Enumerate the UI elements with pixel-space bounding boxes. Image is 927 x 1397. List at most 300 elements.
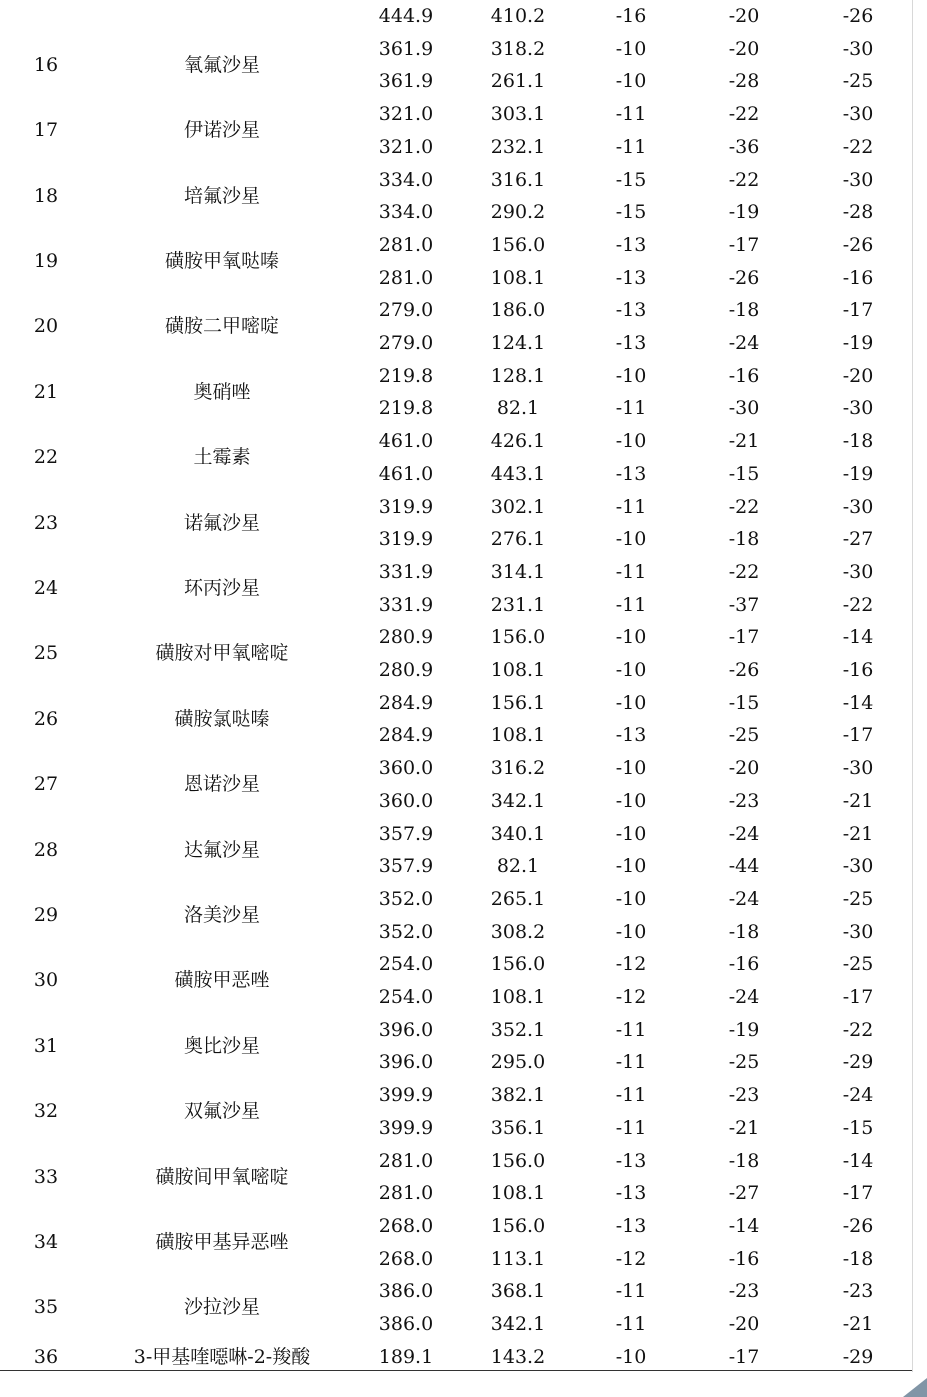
row-number: 25 bbox=[33, 642, 59, 665]
table-cell: -29 bbox=[842, 1345, 874, 1368]
row-number: 21 bbox=[33, 380, 59, 403]
row-number: 34 bbox=[33, 1230, 59, 1253]
table-cell: 356.1 bbox=[490, 1116, 546, 1139]
table-cell: -37 bbox=[728, 593, 760, 616]
table-cell: 331.9 bbox=[378, 560, 434, 583]
table-cell: -25 bbox=[842, 887, 874, 910]
table-cell: -25 bbox=[728, 1051, 760, 1074]
row-number: 18 bbox=[33, 184, 59, 207]
table-cell: -28 bbox=[728, 70, 760, 93]
row-number: 20 bbox=[33, 315, 59, 338]
table-cell: -22 bbox=[728, 560, 760, 583]
table-cell: -15 bbox=[728, 462, 760, 485]
table-cell: -30 bbox=[842, 757, 874, 780]
table-row bbox=[0, 621, 927, 654]
table-cell: 319.9 bbox=[378, 495, 434, 518]
table-row bbox=[0, 425, 927, 458]
table-row bbox=[0, 523, 927, 556]
compound-name: 双氟沙星 bbox=[183, 1100, 260, 1123]
table-cell: -30 bbox=[842, 103, 874, 126]
table-row bbox=[0, 719, 927, 752]
table-cell: -10 bbox=[615, 528, 647, 551]
table-cell: 360.0 bbox=[378, 757, 434, 780]
table-cell: -10 bbox=[615, 691, 647, 714]
table-cell: -13 bbox=[615, 724, 647, 747]
table-cell: -30 bbox=[842, 37, 874, 60]
table-cell: -11 bbox=[615, 495, 647, 518]
table-group bbox=[0, 425, 927, 490]
table-row bbox=[0, 458, 927, 491]
row-number: 27 bbox=[33, 773, 59, 796]
table-cell: 279.0 bbox=[378, 331, 434, 354]
table-cell: -26 bbox=[728, 266, 760, 289]
row-number: 33 bbox=[33, 1165, 59, 1188]
table-cell: 143.2 bbox=[490, 1345, 546, 1368]
table-cell: 357.9 bbox=[378, 855, 434, 878]
table-cell: -22 bbox=[842, 135, 874, 158]
table-cell: 321.0 bbox=[378, 135, 434, 158]
compound-name: 3-甲基喹噁啉-2-羧酸 bbox=[133, 1345, 311, 1368]
compound-name: 磺胺氯哒嗪 bbox=[174, 707, 270, 730]
table-cell: -26 bbox=[842, 5, 874, 27]
table-cell: -24 bbox=[728, 822, 760, 845]
table-cell: 281.0 bbox=[378, 1149, 434, 1172]
table-cell: -24 bbox=[842, 1084, 874, 1107]
table-cell: -13 bbox=[615, 299, 647, 322]
table-cell: -11 bbox=[615, 1116, 647, 1139]
table-cell: 108.1 bbox=[490, 1182, 546, 1205]
table-cell: 360.0 bbox=[378, 789, 434, 812]
table-cell: -13 bbox=[615, 266, 647, 289]
table-cell: -10 bbox=[615, 789, 647, 812]
row-number: 36 bbox=[33, 1345, 59, 1368]
table-cell: 265.1 bbox=[490, 887, 546, 910]
table-cell: -18 bbox=[728, 299, 760, 322]
table-row bbox=[0, 1046, 927, 1079]
table-row bbox=[0, 491, 927, 524]
compound-name: 洛美沙星 bbox=[183, 903, 260, 926]
table-cell: -17 bbox=[842, 299, 874, 322]
table-cell: -13 bbox=[615, 1149, 647, 1172]
compound-name: 恩诺沙星 bbox=[183, 773, 260, 796]
table-row bbox=[0, 556, 927, 589]
page-corner-mark bbox=[903, 1378, 927, 1397]
table-cell: 410.2 bbox=[490, 5, 546, 27]
table-cell: -23 bbox=[728, 1084, 760, 1107]
table-cell: 186.0 bbox=[490, 299, 546, 322]
row-number: 35 bbox=[33, 1296, 59, 1319]
table-cell: 156.1 bbox=[490, 691, 546, 714]
table-cell: 303.1 bbox=[490, 103, 546, 126]
compound-name: 达氟沙星 bbox=[183, 838, 260, 861]
table-group bbox=[0, 164, 927, 229]
table-cell: -18 bbox=[728, 1149, 760, 1172]
table-cell: -20 bbox=[842, 364, 874, 387]
row-number: 31 bbox=[33, 1034, 59, 1057]
table-cell: 276.1 bbox=[490, 528, 546, 551]
table-cell: 352.0 bbox=[378, 920, 434, 943]
table-cell: -11 bbox=[615, 135, 647, 158]
table-cell: -19 bbox=[728, 201, 760, 224]
table-cell: -17 bbox=[842, 724, 874, 747]
row-number: 32 bbox=[33, 1100, 59, 1123]
table-cell: 113.1 bbox=[490, 1247, 546, 1270]
table-cell: 268.0 bbox=[378, 1247, 434, 1270]
table-group bbox=[0, 360, 927, 425]
table-cell: -10 bbox=[615, 658, 647, 681]
table-cell: -14 bbox=[728, 1214, 760, 1237]
table-cell: 280.9 bbox=[378, 658, 434, 681]
table-cell: -18 bbox=[842, 1247, 874, 1270]
table-cell: -36 bbox=[728, 135, 760, 158]
table-group bbox=[0, 1275, 927, 1340]
table-group bbox=[0, 621, 927, 686]
row-number: 26 bbox=[33, 707, 59, 730]
table-row bbox=[0, 131, 927, 164]
table-cell: -10 bbox=[615, 855, 647, 878]
table-cell: -15 bbox=[842, 1116, 874, 1139]
table-cell: -17 bbox=[728, 1345, 760, 1368]
table-cell: -19 bbox=[842, 331, 874, 354]
table-cell: 254.0 bbox=[378, 985, 434, 1008]
table-cell: 156.0 bbox=[490, 233, 546, 256]
table-row bbox=[0, 1308, 927, 1341]
table-cell: -21 bbox=[842, 822, 874, 845]
table-cell: 314.1 bbox=[490, 560, 546, 583]
table-cell: 316.1 bbox=[490, 168, 546, 191]
table-row bbox=[0, 360, 927, 393]
table-cell: -24 bbox=[728, 985, 760, 1008]
table-cell: 399.9 bbox=[378, 1084, 434, 1107]
table-cell: -23 bbox=[728, 1280, 760, 1303]
row-number: 19 bbox=[33, 249, 59, 272]
table-cell: 268.0 bbox=[378, 1214, 434, 1237]
table-row bbox=[0, 229, 927, 262]
table-cell: -14 bbox=[842, 691, 874, 714]
table-cell: -10 bbox=[615, 626, 647, 649]
table-cell: -10 bbox=[615, 757, 647, 780]
table-cell: -25 bbox=[842, 953, 874, 976]
table-row bbox=[0, 981, 927, 1014]
table-cell: 156.0 bbox=[490, 953, 546, 976]
table-cell: 281.0 bbox=[378, 233, 434, 256]
table-cell: -14 bbox=[842, 1149, 874, 1172]
table-row bbox=[0, 1243, 927, 1276]
table-cell: -25 bbox=[842, 70, 874, 93]
table-row bbox=[0, 589, 927, 622]
table-cell: -15 bbox=[615, 168, 647, 191]
table-cell: -17 bbox=[728, 233, 760, 256]
table-cell: 443.1 bbox=[490, 462, 546, 485]
table-group bbox=[0, 294, 927, 359]
table-cell: -15 bbox=[728, 691, 760, 714]
table-cell: -13 bbox=[615, 1182, 647, 1205]
table-cell: -11 bbox=[615, 560, 647, 583]
row-number: 24 bbox=[33, 576, 59, 599]
compound-name: 氧氟沙星 bbox=[183, 53, 260, 76]
table-cell: -30 bbox=[842, 397, 874, 420]
table-cell: 399.9 bbox=[378, 1116, 434, 1139]
table-cell: -10 bbox=[615, 822, 647, 845]
table-cell: -26 bbox=[842, 1214, 874, 1237]
compound-name: 环丙沙星 bbox=[183, 576, 260, 599]
table-cell: 382.1 bbox=[490, 1084, 546, 1107]
table-row bbox=[0, 294, 927, 327]
table-cell: -11 bbox=[615, 593, 647, 616]
table-row bbox=[0, 948, 927, 981]
table-cell: -30 bbox=[842, 855, 874, 878]
row-number: 28 bbox=[33, 838, 59, 861]
table-cell: -16 bbox=[728, 953, 760, 976]
table-cell: -17 bbox=[842, 985, 874, 1008]
table-cell: 284.9 bbox=[378, 724, 434, 747]
table-cell: -13 bbox=[615, 1214, 647, 1237]
table-cell: 189.1 bbox=[378, 1345, 434, 1368]
table-cell: -11 bbox=[615, 103, 647, 126]
table-row bbox=[0, 98, 927, 131]
compound-name: 奥比沙星 bbox=[183, 1034, 260, 1057]
table-cell: -30 bbox=[842, 560, 874, 583]
table-cell: 284.9 bbox=[378, 691, 434, 714]
table-row bbox=[0, 785, 927, 818]
table-cell: -11 bbox=[615, 1280, 647, 1303]
right-border-line bbox=[912, 0, 913, 1372]
table-row bbox=[0, 1014, 927, 1047]
table-cell: 232.1 bbox=[490, 135, 546, 158]
table-cell: -16 bbox=[842, 658, 874, 681]
row-number: 29 bbox=[33, 903, 59, 926]
compound-name: 磺胺甲氧哒嗪 bbox=[164, 249, 279, 272]
table-row bbox=[0, 392, 927, 425]
table-cell: 321.0 bbox=[378, 103, 434, 126]
table-cell: -10 bbox=[615, 364, 647, 387]
row-number: 22 bbox=[33, 446, 59, 469]
table-cell: -22 bbox=[842, 593, 874, 616]
table-cell: 396.0 bbox=[378, 1051, 434, 1074]
table-cell: -11 bbox=[615, 1018, 647, 1041]
table-cell: -27 bbox=[842, 528, 874, 551]
table-cell: -19 bbox=[842, 462, 874, 485]
table-group bbox=[0, 556, 927, 621]
table-row bbox=[0, 327, 927, 360]
compound-name: 磺胺间甲氧嘧啶 bbox=[155, 1165, 289, 1188]
table-cell: -17 bbox=[728, 626, 760, 649]
table-cell: 254.0 bbox=[378, 953, 434, 976]
table-cell: 340.1 bbox=[490, 822, 546, 845]
table-cell: -22 bbox=[728, 103, 760, 126]
table-cell: -30 bbox=[842, 168, 874, 191]
table-cell: -14 bbox=[842, 626, 874, 649]
table-cell: -16 bbox=[728, 364, 760, 387]
table-cell: -17 bbox=[842, 1182, 874, 1205]
table-cell: 108.1 bbox=[490, 724, 546, 747]
table-cell: 386.0 bbox=[378, 1312, 434, 1335]
table-cell: 318.2 bbox=[490, 37, 546, 60]
table-row bbox=[0, 818, 927, 851]
table-cell: 316.2 bbox=[490, 757, 546, 780]
table-cell: -20 bbox=[728, 37, 760, 60]
table-cell: -10 bbox=[615, 70, 647, 93]
table-cell: -16 bbox=[615, 5, 647, 27]
table-cell: 342.1 bbox=[490, 789, 546, 812]
table-group bbox=[0, 883, 927, 948]
table-group bbox=[0, 33, 927, 98]
table-cell: -10 bbox=[615, 887, 647, 910]
table-cell: -29 bbox=[842, 1051, 874, 1074]
table-cell: 334.0 bbox=[378, 201, 434, 224]
table-cell: 386.0 bbox=[378, 1280, 434, 1303]
compound-name: 奥硝唑 bbox=[193, 380, 251, 403]
row-number: 16 bbox=[33, 53, 59, 76]
table-cell: -11 bbox=[615, 397, 647, 420]
compound-name: 伊诺沙星 bbox=[183, 119, 260, 142]
row-number: 17 bbox=[33, 119, 59, 142]
table-row bbox=[0, 1341, 927, 1374]
table-cell: -30 bbox=[842, 495, 874, 518]
table-group bbox=[0, 229, 927, 294]
table-cell: 82.1 bbox=[496, 855, 540, 878]
table-cell: 281.0 bbox=[378, 266, 434, 289]
table-cell: 281.0 bbox=[378, 1182, 434, 1205]
row-number: 30 bbox=[33, 969, 59, 992]
table-cell: 219.8 bbox=[378, 364, 434, 387]
table-cell: -15 bbox=[615, 201, 647, 224]
table-cell: -18 bbox=[728, 528, 760, 551]
row-number: 23 bbox=[33, 511, 59, 534]
table-cell: -27 bbox=[728, 1182, 760, 1205]
table-cell: 396.0 bbox=[378, 1018, 434, 1041]
table-row bbox=[0, 654, 927, 687]
table-cell: 334.0 bbox=[378, 168, 434, 191]
table-row bbox=[0, 752, 927, 785]
table-group bbox=[0, 948, 927, 1013]
table-row bbox=[0, 1210, 927, 1243]
table-cell: -30 bbox=[728, 397, 760, 420]
table-cell: -26 bbox=[842, 233, 874, 256]
table-cell: -20 bbox=[728, 5, 760, 27]
table-cell: -13 bbox=[615, 233, 647, 256]
table-group bbox=[0, 1145, 927, 1210]
table-group bbox=[0, 1341, 927, 1374]
table-cell: 461.0 bbox=[378, 462, 434, 485]
table-cell: -22 bbox=[728, 495, 760, 518]
table-cell: -13 bbox=[615, 462, 647, 485]
table-cell: 368.1 bbox=[490, 1280, 546, 1303]
table-cell: 461.0 bbox=[378, 430, 434, 453]
table-cell: 352.1 bbox=[490, 1018, 546, 1041]
table-cell: -20 bbox=[728, 757, 760, 780]
table-row bbox=[0, 1145, 927, 1178]
table-cell: -19 bbox=[728, 1018, 760, 1041]
table-row bbox=[0, 916, 927, 949]
table-row bbox=[0, 1112, 927, 1145]
table-cell: 156.0 bbox=[490, 626, 546, 649]
table-cell: 108.1 bbox=[490, 985, 546, 1008]
table-cell: 361.9 bbox=[378, 37, 434, 60]
table-cell: -12 bbox=[615, 1247, 647, 1270]
table-cell: 108.1 bbox=[490, 266, 546, 289]
table-group bbox=[0, 491, 927, 556]
table-cell: 108.1 bbox=[490, 658, 546, 681]
table-cell: -10 bbox=[615, 430, 647, 453]
table-cell: -12 bbox=[615, 985, 647, 1008]
table-cell: 290.2 bbox=[490, 201, 546, 224]
table-group bbox=[0, 1210, 927, 1275]
table-row bbox=[0, 1275, 927, 1308]
table-cell: -25 bbox=[728, 724, 760, 747]
table-cell: -28 bbox=[842, 201, 874, 224]
table-cell: -24 bbox=[728, 887, 760, 910]
table-cell: -12 bbox=[615, 953, 647, 976]
table-cell: -13 bbox=[615, 331, 647, 354]
table-cell: -20 bbox=[728, 1312, 760, 1335]
table-cell: 124.1 bbox=[490, 331, 546, 354]
compound-name: 培氟沙星 bbox=[183, 184, 260, 207]
table-cell: -21 bbox=[728, 1116, 760, 1139]
compound-name: 沙拉沙星 bbox=[183, 1296, 260, 1319]
table-cell: -10 bbox=[615, 1345, 647, 1368]
table-row bbox=[0, 33, 927, 66]
table-group bbox=[0, 752, 927, 817]
table-cell: -11 bbox=[615, 1312, 647, 1335]
table-group bbox=[0, 1079, 927, 1144]
table-cell: 319.9 bbox=[378, 528, 434, 551]
table-row bbox=[0, 1177, 927, 1210]
table-cell: 279.0 bbox=[378, 299, 434, 322]
table-cell: -24 bbox=[728, 331, 760, 354]
table-row bbox=[0, 883, 927, 916]
table-row bbox=[0, 1079, 927, 1112]
table-cell: 444.9 bbox=[378, 5, 434, 27]
table-cell: 295.0 bbox=[490, 1051, 546, 1074]
table-cell: -22 bbox=[842, 1018, 874, 1041]
table-cell: 331.9 bbox=[378, 593, 434, 616]
table-cell: -30 bbox=[842, 920, 874, 943]
table-cell: 426.1 bbox=[490, 430, 546, 453]
table-cell: 156.0 bbox=[490, 1149, 546, 1172]
table-cell: 357.9 bbox=[378, 822, 434, 845]
table-bottom-rule bbox=[0, 1370, 912, 1371]
table-cell: -18 bbox=[842, 430, 874, 453]
table-group bbox=[0, 1014, 927, 1079]
table-group bbox=[0, 98, 927, 163]
table-row bbox=[0, 164, 927, 197]
compound-name: 诺氟沙星 bbox=[183, 511, 260, 534]
table-group bbox=[0, 687, 927, 752]
table-cell: 82.1 bbox=[496, 397, 540, 420]
table-cell: -21 bbox=[728, 430, 760, 453]
table-cell: -16 bbox=[728, 1247, 760, 1270]
table-cell: 128.1 bbox=[490, 364, 546, 387]
table-cell: 308.2 bbox=[490, 920, 546, 943]
table-cell: 361.9 bbox=[378, 70, 434, 93]
compound-name: 磺胺对甲氧嘧啶 bbox=[155, 642, 289, 665]
table-cell: 261.1 bbox=[490, 70, 546, 93]
table-cell: 219.8 bbox=[378, 397, 434, 420]
table-row bbox=[0, 687, 927, 720]
compound-name: 磺胺二甲嘧啶 bbox=[164, 315, 279, 338]
table-cell: -26 bbox=[728, 658, 760, 681]
table-row bbox=[0, 0, 927, 33]
table-cell: 231.1 bbox=[490, 593, 546, 616]
table-row bbox=[0, 262, 927, 295]
compound-name: 土霉素 bbox=[193, 446, 251, 469]
table-cell: -21 bbox=[842, 1312, 874, 1335]
table-cell: -10 bbox=[615, 37, 647, 60]
table-cell: -44 bbox=[728, 855, 760, 878]
compound-name: 磺胺甲恶唑 bbox=[174, 969, 270, 992]
table-cell: 280.9 bbox=[378, 626, 434, 649]
